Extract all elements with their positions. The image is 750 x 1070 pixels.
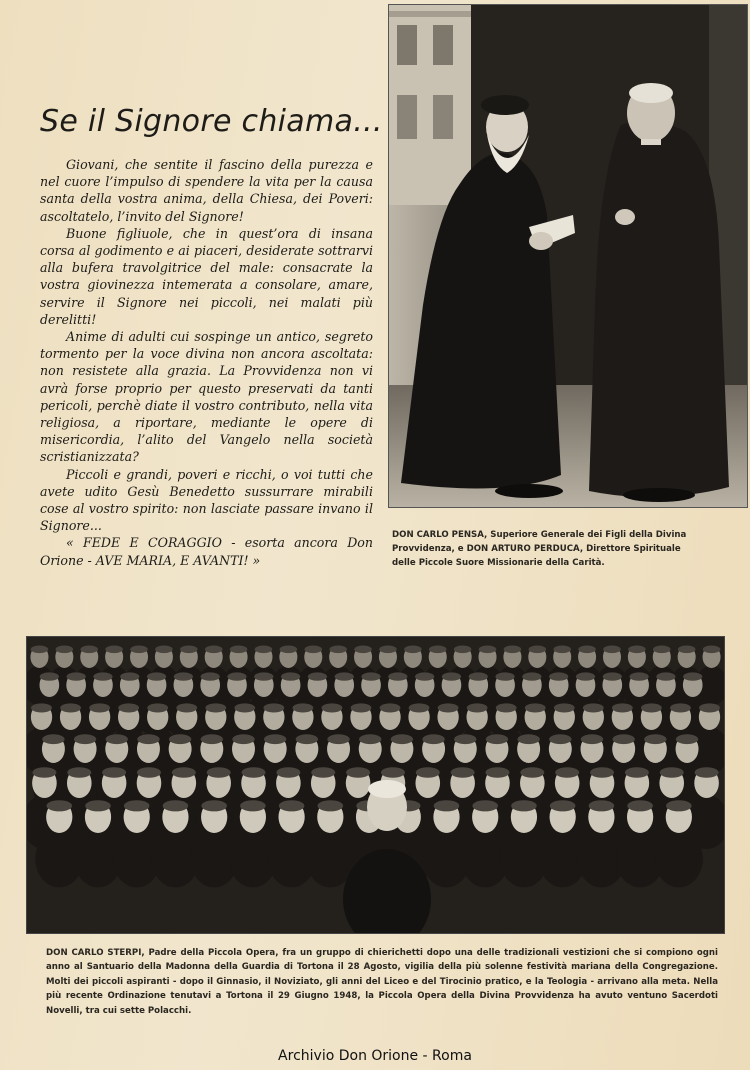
article-paragraph: Piccoli e grandi, poveri e ricchi, o voi tutti che avete udito Gesù Benedetto sussurrare mirabili cose al vostro spirito: non lasciate passare invano il Signore... xyxy=(40,466,373,534)
cleric-hair xyxy=(155,645,173,653)
cleric-hair xyxy=(703,645,721,653)
cleric-hair xyxy=(106,734,128,744)
cleric-hair xyxy=(641,703,662,712)
cleric-hair xyxy=(137,767,161,778)
cleric-hair xyxy=(120,672,139,680)
cleric-hair xyxy=(589,800,615,811)
cleric-hair xyxy=(550,800,576,811)
cleric-hair xyxy=(472,800,498,811)
cleric-hair xyxy=(327,734,349,744)
cleric-hair xyxy=(234,703,255,712)
cleric-hair xyxy=(486,734,508,744)
cleric-hair xyxy=(581,734,603,744)
cleric-hair xyxy=(670,703,691,712)
cleric-hair xyxy=(105,645,123,653)
cleric-hair xyxy=(31,703,52,712)
cleric-hair xyxy=(279,800,305,811)
cleric-hair xyxy=(409,703,430,712)
cleric-hair xyxy=(361,672,380,680)
cleric-hair xyxy=(381,767,405,778)
cleric-hair xyxy=(529,645,547,653)
cleric-hair xyxy=(56,645,74,653)
cleric-hair xyxy=(169,734,191,744)
photo-two-priests xyxy=(388,4,748,508)
cleric-hair xyxy=(496,703,517,712)
cleric-hair xyxy=(699,703,720,712)
cleric-hair xyxy=(451,767,475,778)
cleric-hair xyxy=(254,672,273,680)
cleric-hair xyxy=(276,767,300,778)
cleric-hair xyxy=(628,645,646,653)
cleric-hair xyxy=(118,703,139,712)
cleric-hair xyxy=(612,734,634,744)
cleric-hair xyxy=(255,645,273,653)
cleric-hair xyxy=(404,645,422,653)
cleric-hair xyxy=(467,703,488,712)
cleric-hair xyxy=(280,645,298,653)
cleric-hair xyxy=(40,672,59,680)
cleric-hair xyxy=(263,703,284,712)
cleric-hair xyxy=(137,734,159,744)
cleric-hair xyxy=(517,734,539,744)
cleric-hair xyxy=(603,645,621,653)
cleric-hair xyxy=(230,645,248,653)
cleric-hair xyxy=(102,767,126,778)
cleric-hair xyxy=(554,703,575,712)
cleric-hair xyxy=(388,672,407,680)
cleric-hair xyxy=(232,734,254,744)
cleric-hair xyxy=(678,645,696,653)
cleric-hair xyxy=(130,645,148,653)
article-paragraph: Anime di adulti cui sospinge un antico, segreto tormento per la voce divina non ancora ascoltata: non resistete alla grazia. La Provvidenza non vi avrà forse proprio per questo preservati da tanti pericoli, perchè diate il vostro contributo, nella vita religiosa, a riportare, mediante le opere di misericordia, l’alito del Vangelo nella società scristianizzata? xyxy=(40,329,373,465)
cleric-hair xyxy=(666,800,692,811)
cleric-hair xyxy=(391,734,413,744)
cleric-hair xyxy=(630,672,649,680)
cleric-hair xyxy=(296,734,318,744)
cleric-hair xyxy=(683,672,702,680)
cleric-hair xyxy=(180,645,198,653)
cleric-hair xyxy=(46,800,72,811)
cleric-hair xyxy=(201,672,220,680)
cleric-hair xyxy=(603,672,622,680)
cleric-hair xyxy=(504,645,522,653)
article-body xyxy=(40,156,373,569)
cleric-hair xyxy=(60,703,81,712)
cleric-hair xyxy=(201,734,223,744)
cleric-hair xyxy=(89,703,110,712)
cleric-hair xyxy=(495,672,514,680)
cleric-hair xyxy=(292,703,313,712)
cleric-hair xyxy=(264,734,286,744)
cleric-hair xyxy=(74,734,96,744)
group-photo-caption: DON CARLO STERPI, Padre della Piccola Opera, fra un gruppo di chierichetti dopo una delle tradizionali vestizioni che si compiono ogni anno al Santuario della Madonna della Guardia di Tortona il 28 Agosto, vigilia della più solenne festività mariana della Congregazione. Molti dei piccoli aspiranti - dopo il Ginnasio, il Noviziato, gli anni del Liceo e del Tirocinio pratico, e la Teologia - arrivano alla meta. Nella più recente Ordinazione tenutavi a Tortona il 29 Giugno 1948, la Piccola Opera della Divina Provvidenza ha avuto ventuno Sacerdoti Novelli, tra cui sette Polacchi. xyxy=(46,948,718,1016)
cleric-hair xyxy=(625,767,649,778)
cleric-hair xyxy=(335,672,354,680)
cleric-hair xyxy=(653,645,671,653)
cleric-hair xyxy=(549,734,571,744)
cleric-hair xyxy=(85,800,111,811)
cleric-hair xyxy=(311,767,335,778)
cleric-hair xyxy=(322,703,343,712)
cleric-hair xyxy=(511,800,537,811)
cleric-hair xyxy=(147,672,166,680)
cleric-hair xyxy=(205,645,223,653)
cleric-hair xyxy=(172,767,196,778)
cleric-hair xyxy=(308,672,327,680)
cleric-hair xyxy=(590,767,614,778)
cleric-hair xyxy=(485,767,509,778)
top-photo-caption: DON CARLO PENSA, Superiore Generale dei Figli della Divina Provvidenza, e DON ARTURO PERDUCA, Direttore Spirituale delle Piccole Suore Missionarie della Carità. xyxy=(392,530,687,568)
cleric-hair xyxy=(346,767,370,778)
cleric-hair xyxy=(454,645,472,653)
elderly-priest-hair xyxy=(368,780,406,798)
cleric-hair xyxy=(242,767,266,778)
cleric-hair xyxy=(354,645,372,653)
cleric-hair xyxy=(201,800,227,811)
cleric-hair xyxy=(205,703,226,712)
cleric-hair xyxy=(174,672,193,680)
cleric-hair xyxy=(304,645,322,653)
cleric-hair xyxy=(379,645,397,653)
cleric-hair xyxy=(281,672,300,680)
cleric-hair xyxy=(612,703,633,712)
cleric-hair xyxy=(415,672,434,680)
cleric-hair xyxy=(434,800,460,811)
cleric-hair xyxy=(227,672,246,680)
closing-quote: « FEDE E CORAGGIO - esorta ancora Don Orione - AVE MARIA, E AVANTI! » xyxy=(40,535,373,568)
cleric-hair xyxy=(549,672,568,680)
article-paragraph: Giovani, che sentite il fascino della purezza e nel cuore l’impulso di spendere la vita per la causa santa della vostra anima, della Chiesa, dei Poveri: ascoltatelo, l’invito del Signore! xyxy=(40,157,373,224)
cleric-hair xyxy=(124,800,150,811)
cleric-hair xyxy=(555,767,579,778)
article-paragraph: Buone figliuole, che in quest’ora di insana corsa al godimento e ai piaceri, desiderate sottrarvi alla bufera travolgitrice del male: consacrate la vostra giovinezza intemerata a consolare, amare, servire il Signore nei piccoli, nei malati più derelitti! xyxy=(40,225,373,327)
cleric-hair xyxy=(351,703,372,712)
cleric-hair xyxy=(442,672,461,680)
cleric-hair xyxy=(176,703,197,712)
cleric-hair xyxy=(520,767,544,778)
cleric-hair xyxy=(416,767,440,778)
cleric-hair xyxy=(32,767,56,778)
cleric-hair xyxy=(479,645,497,653)
cleric-hair xyxy=(660,767,684,778)
cleric-hair xyxy=(329,645,347,653)
cleric-hair xyxy=(31,645,49,653)
cleric-hair xyxy=(80,645,98,653)
cleric-hair xyxy=(429,645,447,653)
cleric-hair xyxy=(422,734,444,744)
cleric-hair xyxy=(380,703,401,712)
cleric-hair xyxy=(583,703,604,712)
archive-footer: Archivio Don Orione - Roma xyxy=(278,1048,472,1064)
cleric-hair xyxy=(240,800,266,811)
cleric-hair xyxy=(576,672,595,680)
cleric-hair xyxy=(67,672,86,680)
cleric-hair xyxy=(578,645,596,653)
cleric-hair xyxy=(695,767,719,778)
article-title: Se il Signore chiama... xyxy=(40,104,383,139)
cleric-hair xyxy=(163,800,189,811)
cleric-hair xyxy=(676,734,698,744)
cleric-hair xyxy=(644,734,666,744)
cleric-hair xyxy=(42,734,64,744)
cleric-hair xyxy=(627,800,653,811)
cleric-hair xyxy=(207,767,231,778)
cleric-hair xyxy=(656,672,675,680)
cleric-hair xyxy=(525,703,546,712)
cleric-hair xyxy=(469,672,488,680)
cleric-hair xyxy=(454,734,476,744)
photo-group-clerics xyxy=(26,636,725,934)
cleric-hair xyxy=(93,672,112,680)
cleric-hair xyxy=(438,703,459,712)
cleric-hair xyxy=(522,672,541,680)
cleric-hair xyxy=(553,645,571,653)
cleric-body xyxy=(655,830,703,888)
cleric-hair xyxy=(359,734,381,744)
cleric-hair xyxy=(67,767,91,778)
cleric-hair xyxy=(318,800,344,811)
cleric-hair xyxy=(147,703,168,712)
